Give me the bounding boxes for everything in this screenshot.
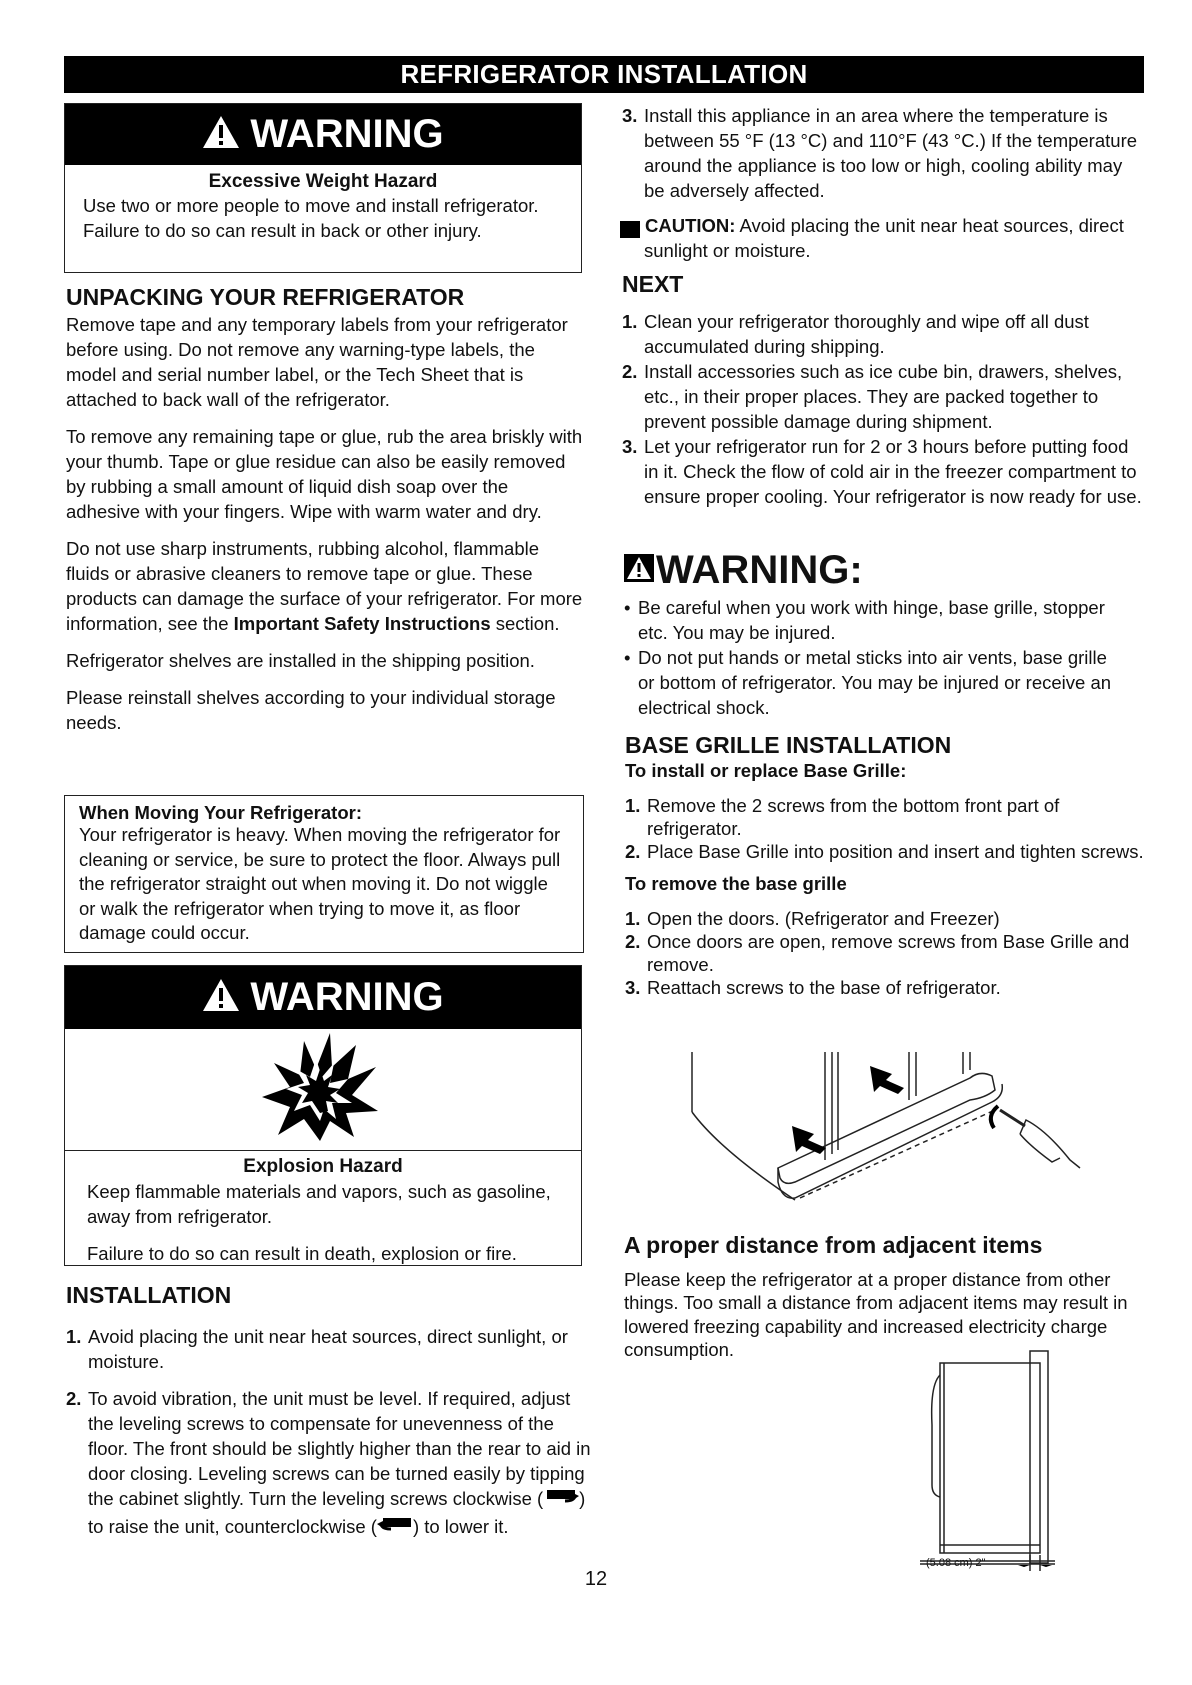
weight-warning-box bbox=[64, 103, 582, 273]
warning-title: WARNING bbox=[250, 112, 444, 156]
caution-note: ! CAUTION: Avoid placing the unit near heat sources, direct sunlight or moisture. bbox=[615, 215, 1124, 261]
hinge-warning bbox=[624, 548, 1124, 720]
base-grille-illustration bbox=[680, 1050, 1100, 1210]
moving-note-box bbox=[64, 795, 584, 953]
paragraph: Remove tape and any temporary labels from your refrigerator before using. Do not remove any warning-type labels, the model and serial number label, or the Tech Sheet that is attached to back wall of the refrigerator. bbox=[66, 314, 568, 410]
warning-line: Failure to do so can result in back or other injury. bbox=[83, 220, 482, 241]
list-item: 2. Once doors are open, remove screws from Base Grille and remove. bbox=[625, 931, 1130, 975]
list-item: 2. Place Base Grille into position and insert and tighten screws. bbox=[625, 841, 1144, 862]
distance-illustration bbox=[920, 1345, 1060, 1575]
warning-line: Use two or more people to move and install refrigerator. bbox=[83, 195, 539, 216]
list-item: • Do not put hands or metal sticks into air vents, base grille or bottom of refrigerator. You may be injured or receive an electrical shock. bbox=[624, 647, 1112, 718]
clockwise-icon bbox=[543, 1488, 579, 1514]
section-heading: UNPACKING YOUR REFRIGERATOR bbox=[66, 284, 465, 310]
list-item: • Be careful when you work with hinge, base grille, stopper etc. You may be injured. bbox=[624, 597, 1105, 643]
base-grille-section bbox=[625, 733, 1145, 999]
warning-heading: WARNING: bbox=[624, 548, 1124, 592]
counterclockwise-icon bbox=[377, 1516, 413, 1542]
warning-header bbox=[65, 966, 581, 1029]
unpacking-section bbox=[66, 285, 586, 747]
distance-section bbox=[624, 1234, 1164, 1362]
caution-label: CAUTION: bbox=[645, 215, 736, 236]
list-item: 2. Install accessories such as ice cube bin, drawers, shelves, etc., in their proper places. They are packed together to prevent possible damage during shipment. bbox=[622, 361, 1123, 432]
caution-icon: ! bbox=[620, 221, 640, 238]
install-item-3 bbox=[622, 103, 1142, 203]
list-item: 2. To avoid vibration, the unit must be level. If required, adjust the leveling screws to compensate for unevenness of the floor. The front should be slightly higher than the rear to aid in door closing. Leveling screws can be turned easily by tipping the cabinet slightly. Turn the leveling screws clockwise ( ) to raise the unit, counterclockwise ( ) to lower it. bbox=[66, 1386, 591, 1542]
paragraph: Refrigerator shelves are installed in the shipping position. bbox=[66, 650, 535, 671]
next-section bbox=[622, 272, 1142, 509]
list-item: 1. Clean your refrigerator thoroughly and wipe off all dust accumulated during shipping. bbox=[622, 311, 1089, 357]
list-item: 1. Open the doors. (Refrigerator and Freezer) bbox=[625, 908, 1000, 929]
warning-triangle-icon bbox=[202, 968, 240, 1031]
installation-section bbox=[66, 1283, 591, 1542]
warning-triangle-icon bbox=[624, 554, 654, 582]
paragraph: Please keep the refrigerator at a proper distance from other things. Too small a distance from adjacent items may result in lowered freezing capability and increased electricity charge consumption. bbox=[624, 1268, 1128, 1360]
paragraph: Please reinstall shelves according to your individual storage needs. bbox=[66, 687, 556, 733]
list-item: 1. Remove the 2 screws from the bottom front part of refrigerator. bbox=[625, 795, 1060, 839]
section-heading: INSTALLATION bbox=[66, 1282, 232, 1308]
safety-instructions-ref: Important Safety Instructions bbox=[233, 613, 491, 634]
page-banner: REFRIGERATOR INSTALLATION bbox=[64, 56, 1144, 93]
list-item: 3. Reattach screws to the base of refrigerator. bbox=[625, 977, 1001, 998]
page-number: 12 bbox=[584, 1568, 608, 1590]
paragraph: To remove any remaining tape or glue, rub the area briskly with your thumb. Tape or glue residue can also be easily removed by rubbing a small amount of liquid dish soap over the adhesive with your fingers. Wipe with warm water and dry. bbox=[66, 426, 583, 522]
warning-triangle-icon bbox=[202, 106, 240, 167]
distance-dimension-label: (5.08 cm) 2" bbox=[926, 1557, 986, 1569]
section-heading: BASE GRILLE INSTALLATION bbox=[625, 732, 952, 758]
subheading: To install or replace Base Grille: bbox=[625, 760, 907, 781]
hazard-title: Explosion Hazard bbox=[243, 1156, 403, 1177]
warning-line: Keep flammable materials and vapors, such as gasoline, away from refrigerator. bbox=[87, 1181, 551, 1227]
moving-note-title: When Moving Your Refrigerator: bbox=[79, 802, 362, 823]
warning-header bbox=[65, 104, 581, 165]
list-item: 3. Let your refrigerator run for 2 or 3 hours before putting food in it. Check the flow of cold air in the freezer compartment to ensure proper cooling. Your refrigerator is now ready for use. bbox=[622, 436, 1142, 507]
section-heading: A proper distance from adjacent items bbox=[624, 1232, 1043, 1258]
explosion-warning-box bbox=[64, 965, 582, 1266]
subheading: To remove the base grille bbox=[625, 873, 847, 894]
section-heading: NEXT bbox=[622, 271, 684, 297]
hazard-title: Excessive Weight Hazard bbox=[208, 171, 438, 192]
list-item: 3. Install this appliance in an area where the temperature is between 55 °F (13 °C) and 110°F (43 °C.) If the temperature around the appliance is too low or high, cooling ability may be adversely affected. bbox=[622, 105, 1138, 201]
paragraph: Do not use sharp instruments, rubbing alcohol, flammable fluids or abrasive cleaners to remove tape or glue. These products can damage the surface of your refrigerator. For more information, see the Important Safety Instructions section. bbox=[66, 538, 583, 634]
warning-title: WARNING bbox=[250, 975, 444, 1019]
moving-note-text: Your refrigerator is heavy. When moving the refrigerator for cleaning or service, be sure to protect the floor. Always pull the refrigerator straight out when moving it. Do not wiggle or walk the refrigerator when trying to move it, as floor damage could occur. bbox=[79, 824, 561, 944]
list-item: 1. Avoid placing the unit near heat sources, direct sunlight, or moisture. bbox=[66, 1326, 568, 1372]
warning-line: Failure to do so can result in death, explosion or fire. bbox=[87, 1243, 517, 1264]
explosion-icon bbox=[65, 1029, 581, 1151]
